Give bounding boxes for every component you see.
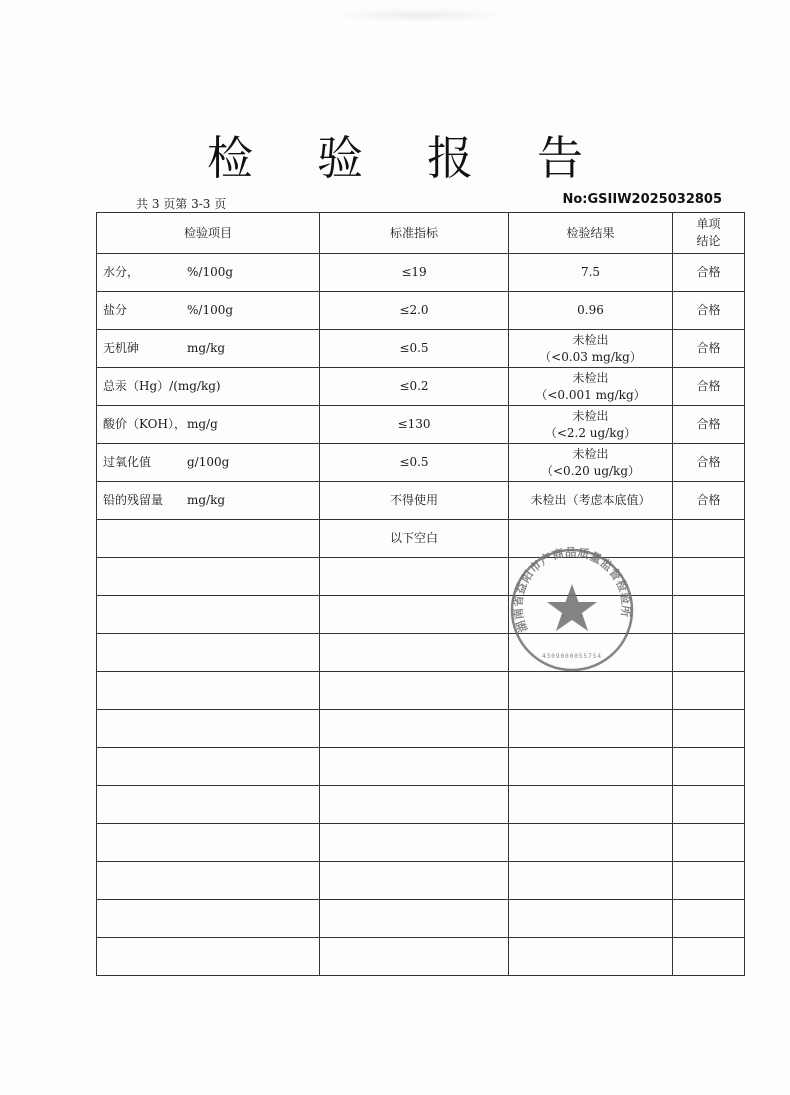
empty-cell bbox=[97, 824, 320, 862]
empty-cell bbox=[509, 824, 673, 862]
report-title: 检验报告 bbox=[207, 131, 647, 185]
empty-cell bbox=[97, 634, 320, 672]
empty-row bbox=[97, 634, 745, 672]
empty-cell bbox=[509, 672, 673, 710]
empty-cell bbox=[509, 558, 673, 596]
empty-cell bbox=[673, 520, 745, 558]
item-name: 水分， bbox=[103, 265, 140, 279]
item-unit: g/100g bbox=[187, 455, 230, 469]
result-value: 0.96 bbox=[577, 303, 604, 317]
empty-row bbox=[97, 824, 745, 862]
item-cell bbox=[97, 292, 320, 330]
empty-cell bbox=[97, 520, 320, 558]
empty-cell bbox=[97, 710, 320, 748]
empty-cell bbox=[320, 900, 509, 938]
item-cell bbox=[97, 406, 320, 444]
table-row bbox=[97, 482, 745, 520]
result-detail: （<0.20 ug/kg） bbox=[541, 463, 640, 478]
header-result: 检验结果 bbox=[509, 213, 673, 254]
conclusion-cell: 合格 bbox=[673, 292, 745, 330]
item-cell bbox=[97, 444, 320, 482]
standard-cell: 不得使用 bbox=[320, 482, 509, 520]
empty-cell bbox=[509, 900, 673, 938]
result-value: 未检出 bbox=[572, 446, 609, 461]
empty-cell bbox=[673, 786, 745, 824]
result-detail: （<0.03 mg/kg） bbox=[539, 349, 642, 364]
standard-cell: ≤0.5 bbox=[320, 444, 509, 482]
table-row-blank-note bbox=[97, 520, 745, 558]
result-cell bbox=[509, 444, 673, 482]
table-header-row bbox=[97, 213, 745, 254]
result-value: 未检出 bbox=[572, 408, 609, 423]
item-name: 过氧化值 bbox=[103, 455, 152, 469]
result-value: 未检出 bbox=[572, 332, 609, 347]
standard-cell: ≤130 bbox=[320, 406, 509, 444]
seal-code: 4309000055754 bbox=[542, 653, 602, 660]
conclusion-cell: 合格 bbox=[673, 368, 745, 406]
table-row bbox=[97, 368, 745, 406]
empty-row bbox=[97, 672, 745, 710]
item-cell bbox=[97, 330, 320, 368]
result-value: 未检出 bbox=[572, 370, 609, 385]
empty-cell bbox=[673, 748, 745, 786]
result-detail: （<0.001 mg/kg） bbox=[535, 387, 646, 402]
seal-text-path: 湖南省益阳市产商品质量监督检验所 bbox=[510, 546, 634, 635]
table-row bbox=[97, 292, 745, 330]
empty-cell bbox=[509, 520, 673, 558]
empty-cell bbox=[673, 938, 745, 976]
item-unit: mg/kg bbox=[187, 493, 226, 507]
standard-cell: ≤0.2 bbox=[320, 368, 509, 406]
item-unit: %/100g bbox=[187, 265, 234, 279]
header-conclusion: 单项 结论 bbox=[673, 213, 745, 254]
empty-row bbox=[97, 900, 745, 938]
empty-cell bbox=[97, 596, 320, 634]
empty-cell bbox=[320, 938, 509, 976]
result-cell bbox=[509, 292, 673, 330]
empty-cell bbox=[673, 634, 745, 672]
conclusion-cell: 合格 bbox=[673, 444, 745, 482]
empty-cell bbox=[673, 710, 745, 748]
empty-cell bbox=[320, 748, 509, 786]
item-cell bbox=[97, 482, 320, 520]
result-detail: （<2.2 ug/kg） bbox=[544, 425, 637, 440]
empty-cell bbox=[509, 634, 673, 672]
empty-cell bbox=[509, 710, 673, 748]
empty-cell bbox=[97, 900, 320, 938]
empty-cell bbox=[320, 596, 509, 634]
item-name: 无机砷 bbox=[103, 341, 140, 355]
empty-cell bbox=[673, 862, 745, 900]
empty-cell bbox=[320, 824, 509, 862]
empty-row bbox=[97, 938, 745, 976]
item-cell bbox=[97, 368, 320, 406]
result-value: 7.5 bbox=[580, 265, 601, 279]
item-unit: %/100g bbox=[187, 303, 234, 317]
blank-note: 以下空白 bbox=[320, 520, 509, 558]
empty-cell bbox=[320, 710, 509, 748]
empty-row bbox=[97, 596, 745, 634]
empty-row bbox=[97, 558, 745, 596]
scan-smudge bbox=[330, 8, 510, 22]
empty-cell bbox=[509, 596, 673, 634]
empty-cell bbox=[320, 634, 509, 672]
result-cell bbox=[509, 254, 673, 292]
result-cell bbox=[509, 330, 673, 368]
page-info: 共 3 页第 3-3 页 bbox=[136, 197, 227, 211]
empty-row bbox=[97, 786, 745, 824]
empty-cell bbox=[509, 862, 673, 900]
standard-cell: ≤19 bbox=[320, 254, 509, 292]
conclusion-cell: 合格 bbox=[673, 406, 745, 444]
result-value: 未检出（考虑本底值） bbox=[530, 493, 651, 507]
item-cell bbox=[97, 254, 320, 292]
report-number: No:GSIIW2025032805 bbox=[562, 192, 722, 207]
empty-cell bbox=[509, 786, 673, 824]
conclusion-cell: 合格 bbox=[673, 482, 745, 520]
item-name: 盐分 bbox=[103, 303, 128, 317]
item-name: 总汞（Hg）/(mg/kg) bbox=[103, 379, 221, 393]
empty-row bbox=[97, 748, 745, 786]
empty-row bbox=[97, 710, 745, 748]
inspection-table bbox=[96, 212, 745, 976]
table-row bbox=[97, 254, 745, 292]
result-cell bbox=[509, 406, 673, 444]
result-cell bbox=[509, 368, 673, 406]
empty-cell bbox=[97, 938, 320, 976]
empty-cell bbox=[673, 596, 745, 634]
empty-cell bbox=[97, 862, 320, 900]
empty-cell bbox=[673, 672, 745, 710]
empty-cell bbox=[97, 786, 320, 824]
empty-cell bbox=[509, 748, 673, 786]
empty-cell bbox=[97, 748, 320, 786]
empty-cell bbox=[320, 672, 509, 710]
empty-cell bbox=[673, 558, 745, 596]
table-row bbox=[97, 330, 745, 368]
table-row bbox=[97, 406, 745, 444]
empty-cell bbox=[320, 786, 509, 824]
empty-cell bbox=[97, 558, 320, 596]
table-row bbox=[97, 444, 745, 482]
conclusion-cell: 合格 bbox=[673, 254, 745, 292]
conclusion-cell: 合格 bbox=[673, 330, 745, 368]
header-standard: 标准指标 bbox=[320, 213, 509, 254]
empty-cell bbox=[320, 558, 509, 596]
item-unit: mg/g bbox=[187, 417, 218, 431]
empty-row bbox=[97, 862, 745, 900]
standard-cell: ≤2.0 bbox=[320, 292, 509, 330]
standard-cell: ≤0.5 bbox=[320, 330, 509, 368]
item-name: 酸价（KOH）， bbox=[103, 417, 186, 431]
empty-cell bbox=[320, 862, 509, 900]
empty-cell bbox=[97, 672, 320, 710]
item-name: 铅的残留量 bbox=[103, 493, 164, 507]
empty-cell bbox=[509, 938, 673, 976]
result-cell bbox=[509, 482, 673, 520]
empty-cell bbox=[673, 900, 745, 938]
header-item: 检验项目 bbox=[97, 213, 320, 254]
empty-cell bbox=[673, 824, 745, 862]
item-unit: mg/kg bbox=[187, 341, 226, 355]
